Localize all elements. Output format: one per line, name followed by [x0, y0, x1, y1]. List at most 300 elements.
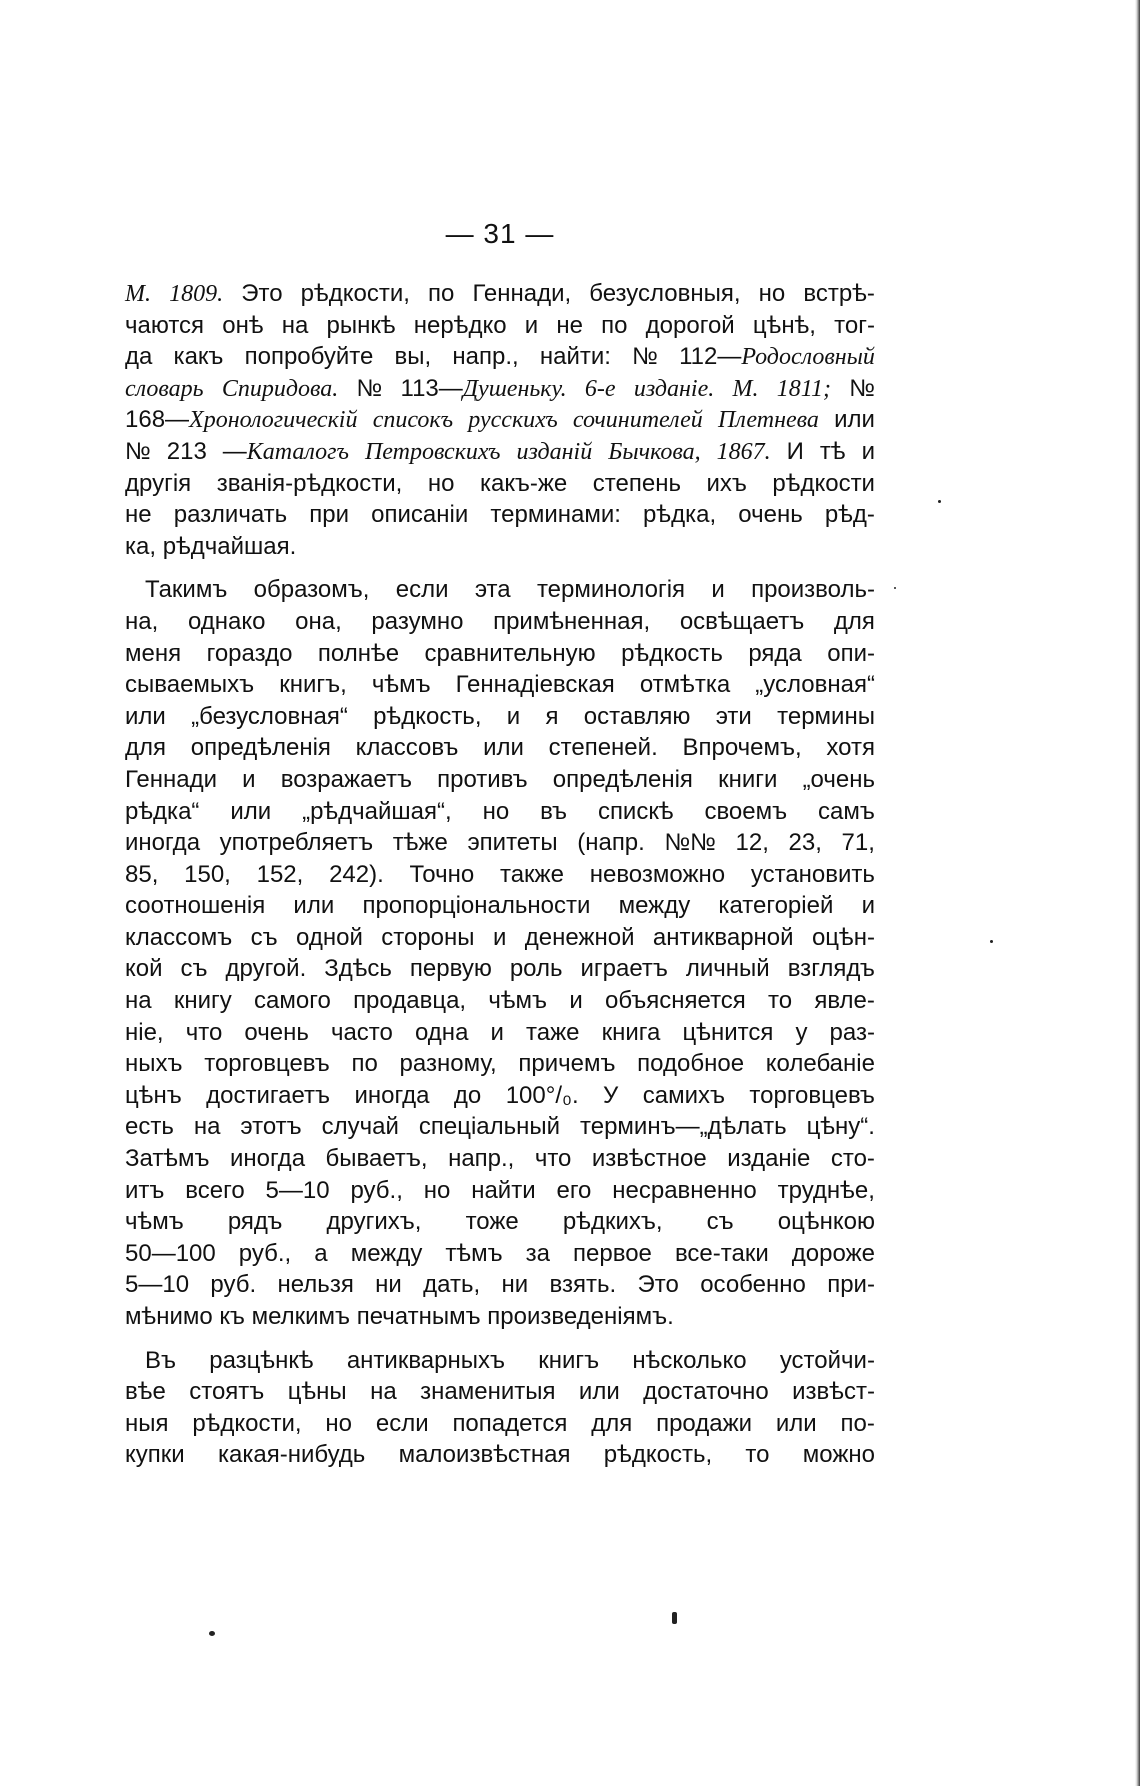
word [483, 732, 524, 764]
text-line [125, 1301, 875, 1333]
text: какая-нибудь [217, 1441, 366, 1469]
word [288, 1376, 347, 1408]
word [125, 278, 151, 310]
text: но [427, 469, 455, 497]
word [222, 373, 338, 405]
text: термины [777, 702, 875, 730]
word [295, 606, 342, 638]
text: ныя [125, 1409, 169, 1437]
text-line [125, 531, 875, 563]
word [718, 890, 833, 922]
text: печатнымъ [356, 1303, 481, 1330]
text-line [125, 1376, 875, 1408]
text: рѣдкости, [192, 1409, 302, 1437]
text: степеней. [548, 734, 658, 762]
word [420, 1376, 555, 1408]
text: званія-рѣдкости, [216, 469, 403, 497]
word [302, 796, 452, 828]
word [125, 606, 158, 638]
text: не [556, 311, 583, 339]
word [768, 985, 792, 1017]
text: 242). [329, 860, 384, 888]
text: классовъ [355, 734, 459, 762]
word [593, 468, 681, 500]
word [603, 1080, 618, 1112]
word [185, 1175, 244, 1207]
text: 23, [788, 829, 822, 857]
word [376, 1408, 429, 1440]
text: руб. [210, 1271, 257, 1299]
word [834, 606, 875, 638]
text: колебаніе [765, 1050, 875, 1078]
text: 71, [841, 829, 875, 857]
word [428, 468, 455, 500]
word [545, 701, 558, 733]
word [217, 468, 403, 500]
text: опредѣленія [190, 734, 331, 762]
text: найти: [539, 343, 611, 371]
text-line [125, 341, 875, 373]
word [581, 953, 668, 985]
text: чаются [125, 311, 205, 339]
word [727, 1143, 810, 1175]
word [643, 1376, 769, 1408]
word [223, 436, 349, 468]
word [686, 953, 770, 985]
word [373, 404, 453, 436]
word [314, 1238, 327, 1270]
text: рѣдкость, [373, 702, 482, 730]
word [327, 310, 396, 342]
page-edge-shadow [1135, 0, 1140, 1786]
word [395, 341, 432, 373]
word [350, 1175, 402, 1207]
word [226, 953, 307, 985]
text: взять. [549, 1271, 617, 1299]
text: рѣдчайшая. [162, 532, 297, 560]
word [526, 1017, 579, 1049]
word [309, 499, 349, 531]
word [296, 922, 363, 954]
body-text [125, 278, 875, 1471]
text: раз- [829, 1018, 875, 1046]
word [207, 638, 293, 670]
text: Геннадіевская [455, 671, 615, 699]
text: итъ [125, 1176, 165, 1204]
word [371, 499, 468, 531]
text: „безусловная“ [191, 702, 348, 730]
text: въ [540, 797, 568, 825]
text: дорогой [645, 311, 735, 339]
word [242, 764, 255, 796]
text: она, [295, 607, 342, 635]
word [826, 732, 875, 764]
text: вы, [394, 343, 432, 371]
text: Здѣсь [324, 955, 392, 983]
text: Точно [409, 860, 475, 888]
text: разумно [371, 607, 464, 635]
text: продавца, [353, 987, 467, 1015]
word [664, 827, 716, 859]
text: Затѣмъ [125, 1145, 210, 1173]
text: ни [501, 1271, 529, 1299]
text: книга [601, 1018, 661, 1046]
word [347, 1345, 505, 1377]
text: самъ [818, 797, 875, 825]
text: часто [330, 1018, 393, 1046]
text: отмѣтка [639, 671, 731, 699]
word [329, 859, 384, 891]
text: цѣны [287, 1378, 347, 1406]
text-line [125, 499, 875, 531]
text-line [125, 1439, 875, 1471]
text: разцѣнкѣ [209, 1346, 314, 1374]
text: вѣе [125, 1378, 166, 1406]
text: разному, [399, 1050, 497, 1078]
text: спискѣ [597, 797, 674, 825]
italic-text: Спиридова. [221, 375, 339, 402]
word [245, 341, 374, 373]
text: опредѣленія [552, 765, 693, 793]
word [370, 1376, 397, 1408]
word [777, 701, 875, 733]
text: тог- [834, 311, 875, 339]
text: несравненно [612, 1176, 757, 1204]
text: съ [180, 955, 208, 983]
text: произволь- [751, 576, 875, 604]
text: кой [125, 955, 163, 983]
text: по [601, 311, 628, 339]
word [502, 1269, 529, 1301]
text: „очень [802, 765, 875, 793]
text: случай [321, 1113, 399, 1141]
word [301, 278, 410, 310]
text-line [125, 1345, 875, 1377]
text: меня [125, 639, 182, 667]
text: своемъ [704, 797, 788, 825]
word [145, 1345, 176, 1377]
text: таже [526, 1018, 580, 1046]
word [753, 310, 816, 342]
text: книги [718, 765, 778, 793]
word [553, 764, 693, 796]
word [266, 1175, 330, 1207]
text: достигаетъ [206, 1081, 331, 1109]
word [125, 1439, 185, 1471]
word [772, 468, 875, 500]
text: одна [414, 1018, 469, 1046]
word [480, 468, 567, 500]
text: на, [125, 607, 159, 635]
word [841, 1408, 875, 1440]
text: устойчи- [779, 1346, 875, 1374]
text: одной [296, 923, 363, 951]
word [174, 499, 287, 531]
text: Геннади, [472, 280, 572, 307]
text: самихъ [642, 1081, 725, 1109]
word [419, 1111, 560, 1143]
text: тѣже [392, 829, 448, 857]
text: книгъ [538, 1346, 600, 1374]
text: нерѣдко [413, 311, 507, 339]
word [549, 732, 658, 764]
text-line [125, 701, 875, 733]
text: до [453, 1081, 482, 1109]
word [749, 1080, 875, 1112]
word [191, 732, 331, 764]
text: у [795, 1018, 808, 1046]
text: и [569, 987, 583, 1015]
text: если [375, 1409, 429, 1437]
text: нельзя [277, 1271, 354, 1299]
text: цѣнится [682, 1018, 774, 1046]
word [755, 669, 875, 701]
text: первое [573, 1239, 652, 1267]
text: классомъ [125, 923, 233, 951]
text: можно [802, 1441, 875, 1469]
text: различать [173, 501, 288, 529]
text: 150, [184, 860, 231, 888]
text: рѣдкость [621, 639, 723, 667]
word [621, 638, 723, 670]
text: Въ [145, 1346, 177, 1374]
word [510, 953, 563, 985]
text: на [370, 1378, 397, 1406]
word [410, 953, 492, 985]
word [218, 1439, 365, 1471]
text: или [775, 1409, 817, 1437]
word [393, 827, 448, 859]
word [736, 827, 769, 859]
word [194, 1111, 221, 1143]
word [493, 922, 506, 954]
word [181, 953, 208, 985]
word [679, 341, 875, 373]
word [487, 1301, 674, 1333]
word [282, 310, 309, 342]
text: цѣнъ [125, 1081, 182, 1109]
text-line [125, 827, 875, 859]
text: опи- [827, 639, 875, 667]
text: этотъ [240, 1113, 302, 1141]
text: бываетъ, [325, 1145, 428, 1173]
text: рѣдкихъ, [562, 1208, 663, 1236]
text: его [556, 1176, 592, 1204]
text: торговцевъ [749, 1081, 875, 1109]
text: однако [187, 607, 266, 635]
word [400, 1048, 497, 1080]
word [356, 732, 459, 764]
text: что [534, 1145, 572, 1173]
text: Это [241, 280, 283, 307]
word [472, 278, 571, 310]
word [325, 1408, 352, 1440]
word [827, 1269, 875, 1301]
word [125, 953, 163, 985]
text-line [125, 1143, 875, 1175]
word [601, 310, 627, 342]
italic-text: изданій [516, 438, 593, 465]
word [125, 922, 232, 954]
word [362, 890, 590, 922]
text: рѣдкости [772, 469, 875, 497]
word [490, 499, 621, 531]
text: объясняется [604, 987, 746, 1015]
text: установить [750, 860, 875, 888]
text: противъ [437, 765, 528, 793]
word [538, 1345, 599, 1377]
paragraph-gap [125, 1333, 875, 1345]
word [357, 1301, 488, 1333]
text: 113— [400, 374, 463, 402]
word [425, 638, 596, 670]
text: или [483, 734, 524, 762]
word [643, 1080, 725, 1112]
italic-text: М. [125, 281, 151, 307]
word [637, 1048, 744, 1080]
word [716, 701, 752, 733]
text: оставляю [583, 702, 691, 730]
text: или [125, 702, 166, 730]
text: самого [254, 987, 331, 1015]
text: соотношенія [125, 892, 266, 920]
word [818, 796, 875, 828]
word [125, 1238, 216, 1270]
word [414, 310, 507, 342]
text: всего [185, 1176, 245, 1204]
word [219, 1301, 251, 1333]
text: спеціальный [418, 1113, 561, 1141]
text: 152, [256, 860, 304, 888]
text: оцѣнкою [777, 1208, 875, 1236]
text: между [618, 892, 691, 920]
word [257, 859, 304, 891]
text: ніе, [125, 1018, 164, 1046]
word [125, 985, 152, 1017]
italic-text: Родословный [741, 344, 875, 371]
text-line [125, 732, 875, 764]
word [778, 1175, 875, 1207]
word [410, 859, 475, 891]
text: иногда [230, 1145, 306, 1173]
text: очень [738, 501, 803, 529]
text: „рѣдчайшая“, [302, 797, 452, 825]
text-line [125, 1017, 875, 1049]
text: невозможно [589, 860, 726, 888]
text: и [490, 1018, 504, 1046]
word [466, 1206, 519, 1238]
word [488, 985, 547, 1017]
text: для [125, 734, 167, 762]
text: эти [715, 702, 752, 730]
word [535, 1143, 572, 1175]
word [222, 310, 263, 342]
word [682, 732, 801, 764]
text: стоятъ [189, 1378, 265, 1406]
word [191, 701, 348, 733]
word [537, 574, 685, 606]
text: ныхъ [125, 1050, 183, 1078]
text-line [125, 574, 875, 606]
text: антикварной [652, 923, 794, 951]
text: № [125, 437, 151, 465]
word [682, 1017, 773, 1049]
word [500, 859, 564, 891]
text: но [423, 1176, 451, 1204]
italic-text: Плетнева [718, 407, 819, 434]
word [163, 531, 297, 563]
word [608, 436, 700, 468]
text: № [632, 343, 658, 371]
word [251, 922, 278, 954]
word [748, 638, 801, 670]
word [718, 404, 819, 436]
word [327, 1206, 422, 1238]
text-line [125, 310, 875, 342]
word [795, 1017, 807, 1049]
text: рядъ [227, 1208, 283, 1236]
word [632, 1345, 746, 1377]
text: не [125, 501, 152, 529]
text: чѣмъ [488, 987, 548, 1015]
text: тѣмъ [445, 1239, 503, 1267]
text: (напр. [577, 829, 645, 857]
text: освѣщаетъ [679, 607, 805, 635]
word [483, 796, 510, 828]
text: другихъ, [326, 1208, 422, 1236]
word [167, 436, 207, 468]
word [518, 1048, 615, 1080]
text: описаніи [371, 501, 469, 529]
word [125, 1175, 164, 1207]
word [240, 1111, 301, 1143]
word [619, 890, 691, 922]
text-line [125, 638, 875, 670]
word [210, 1269, 256, 1301]
text: знаменитыя [420, 1378, 556, 1406]
word [700, 1269, 806, 1301]
word [188, 606, 266, 638]
text: рѣд- [824, 501, 875, 529]
word [125, 499, 152, 531]
word [862, 436, 875, 468]
text: мелкимъ [251, 1303, 351, 1330]
text-line [125, 1238, 875, 1270]
word [125, 796, 199, 828]
text: для [833, 607, 875, 635]
word [803, 1439, 875, 1471]
word [375, 1269, 402, 1301]
text: № [849, 374, 875, 402]
text: Впрочемъ, [682, 734, 802, 762]
text: то [745, 1441, 770, 1469]
word [643, 499, 716, 531]
word [830, 1017, 875, 1049]
word [584, 701, 691, 733]
word [602, 1017, 661, 1049]
word [827, 638, 875, 670]
word [789, 827, 822, 859]
text: тоже [465, 1208, 519, 1236]
word [174, 985, 232, 1017]
text: по [351, 1050, 378, 1078]
word [803, 764, 875, 796]
text: антикварныхъ [346, 1346, 506, 1374]
text: № [356, 374, 383, 402]
word [293, 890, 334, 922]
word [612, 1175, 757, 1207]
text: напр., [448, 1145, 515, 1173]
